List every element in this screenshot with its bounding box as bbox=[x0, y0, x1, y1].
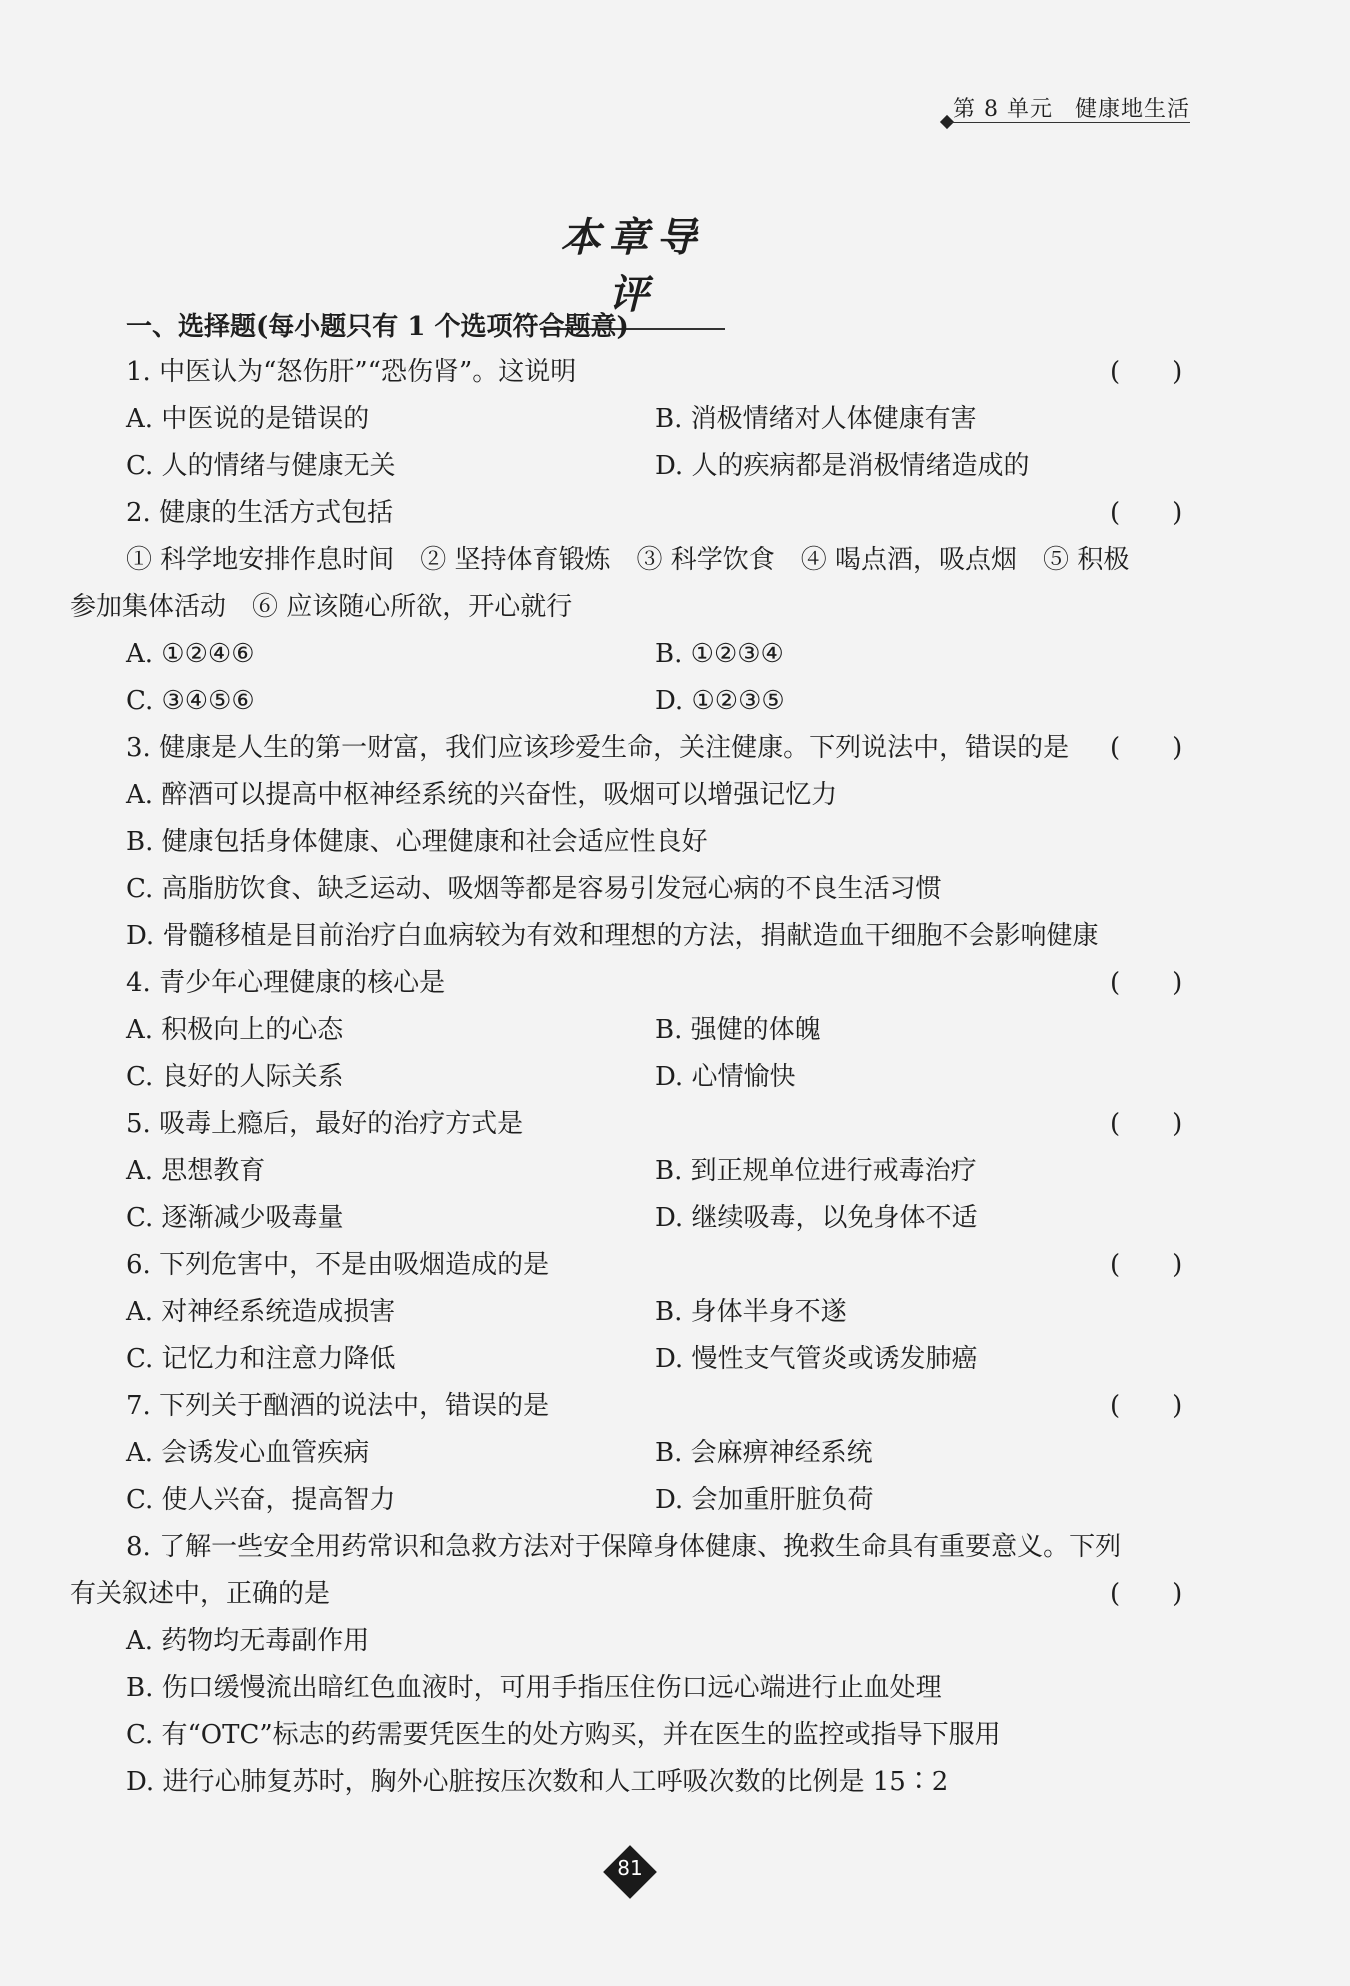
q8-stem-line2: 有关叙述中，正确的是 bbox=[70, 1579, 331, 1609]
q8-option-d[interactable]: D. 进行心肺复苏时，胸外心脏按压次数和人工呼吸次数的比例是 15∶2 bbox=[126, 1767, 949, 1797]
q4-option-b[interactable]: B. 强健的体魄 bbox=[655, 1015, 821, 1045]
q3-option-c[interactable]: C. 高脂肪饮食、缺乏运动、吸烟等都是容易引发冠心病的不良生活习惯 bbox=[126, 874, 942, 904]
q6-option-b[interactable]: B. 身体半身不遂 bbox=[655, 1297, 847, 1327]
q3-answer-blank[interactable]: ( ) bbox=[1110, 733, 1183, 763]
q1-option-c[interactable]: C. 人的情绪与健康无关 bbox=[126, 451, 396, 481]
q5-option-c[interactable]: C. 逐渐减少吸毒量 bbox=[126, 1203, 344, 1233]
q6-option-d[interactable]: D. 慢性支气管炎或诱发肺癌 bbox=[655, 1344, 978, 1374]
q5-answer-blank[interactable]: ( ) bbox=[1110, 1109, 1183, 1139]
q2-option-c[interactable]: C. ③④⑤⑥ bbox=[126, 686, 255, 716]
q6-option-c[interactable]: C. 记忆力和注意力降低 bbox=[126, 1344, 396, 1374]
q6-answer-blank[interactable]: ( ) bbox=[1110, 1250, 1183, 1280]
q1-stem: 1. 中医认为“怒伤肝”“恐伤肾”。这说明 bbox=[126, 357, 577, 387]
q5-stem: 5. 吸毒上瘾后，最好的治疗方式是 bbox=[126, 1109, 524, 1139]
q4-option-d[interactable]: D. 心情愉快 bbox=[655, 1062, 796, 1092]
q4-option-a[interactable]: A. 积极向上的心态 bbox=[126, 1015, 344, 1045]
q4-option-c[interactable]: C. 良好的人际关系 bbox=[126, 1062, 344, 1092]
page-number-badge bbox=[603, 1845, 657, 1899]
q5-option-a[interactable]: A. 思想教育 bbox=[126, 1156, 266, 1186]
q6-stem: 6. 下列危害中，不是由吸烟造成的是 bbox=[126, 1250, 550, 1280]
q7-stem: 7. 下列关于酗酒的说法中，错误的是 bbox=[126, 1391, 550, 1421]
q2-items-line1: ① 科学地安排作息时间 ② 坚持体育锻炼 ③ 科学饮食 ④ 喝点酒，吸点烟 ⑤ 积极 bbox=[126, 545, 1130, 575]
q7-option-d[interactable]: D. 会加重肝脏负荷 bbox=[655, 1485, 874, 1515]
q4-stem: 4. 青少年心理健康的核心是 bbox=[126, 968, 446, 998]
header-unit: 第 8 单元 bbox=[953, 97, 1053, 122]
q8-answer-blank[interactable]: ( ) bbox=[1110, 1579, 1183, 1609]
q1-option-d[interactable]: D. 人的疾病都是消极情绪造成的 bbox=[655, 451, 1030, 481]
q2-option-b[interactable]: B. ①②③④ bbox=[655, 639, 784, 669]
q2-stem: 2. 健康的生活方式包括 bbox=[126, 498, 394, 528]
header-subject: 健康地生活 bbox=[1074, 97, 1190, 122]
q8-option-b[interactable]: B. 伤口缓慢流出暗红色血液时，可用手指压住伤口远心端进行止血处理 bbox=[126, 1673, 942, 1703]
q3-option-a[interactable]: A. 醉酒可以提高中枢神经系统的兴奋性，吸烟可以增强记忆力 bbox=[126, 780, 838, 810]
q4-answer-blank[interactable]: ( ) bbox=[1110, 968, 1183, 998]
q8-option-c[interactable]: C. 有“OTC”标志的药需要凭医生的处方购买，并在医生的监控或指导下服用 bbox=[126, 1720, 1001, 1750]
q1-answer-blank[interactable]: ( ) bbox=[1110, 357, 1183, 387]
page-title: 本章导评 bbox=[560, 214, 705, 318]
q2-answer-blank[interactable]: ( ) bbox=[1110, 498, 1183, 528]
q5-option-b[interactable]: B. 到正规单位进行戒毒治疗 bbox=[655, 1156, 977, 1186]
q8-option-a[interactable]: A. 药物均无毒副作用 bbox=[126, 1626, 370, 1656]
q2-option-d[interactable]: D. ①②③⑤ bbox=[655, 686, 785, 716]
page-number: 81 bbox=[617, 1856, 643, 1880]
q2-items-line2: 参加集体活动 ⑥ 应该随心所欲，开心就行 bbox=[70, 592, 573, 622]
q7-answer-blank[interactable]: ( ) bbox=[1110, 1391, 1183, 1421]
q2-option-a[interactable]: A. ①②④⑥ bbox=[126, 639, 255, 669]
q7-option-b[interactable]: B. 会麻痹神经系统 bbox=[655, 1438, 873, 1468]
q8-stem-line1: 8. 了解一些安全用药常识和急救方法对于保障身体健康、挽救生命具有重要意义。下列 bbox=[126, 1532, 1122, 1562]
q3-stem: 3. 健康是人生的第一财富，我们应该珍爱生命，关注健康。下列说法中，错误的是 bbox=[126, 733, 1070, 763]
q6-option-a[interactable]: A. 对神经系统造成损害 bbox=[126, 1297, 396, 1327]
q7-option-a[interactable]: A. 会诱发心血管疾病 bbox=[126, 1438, 370, 1468]
q1-option-a[interactable]: A. 中医说的是错误的 bbox=[126, 404, 370, 434]
q5-option-d[interactable]: D. 继续吸毒，以免身体不适 bbox=[655, 1203, 978, 1233]
running-header bbox=[940, 90, 1200, 130]
q3-option-b[interactable]: B. 健康包括身体健康、心理健康和社会适应性良好 bbox=[126, 827, 708, 857]
section-heading: 一、选择题(每小题只有 1 个选项符合题意) bbox=[126, 312, 629, 342]
q3-option-d[interactable]: D. 骨髓移植是目前治疗白血病较为有效和理想的方法，捐献造血干细胞不会影响健康 bbox=[126, 921, 1099, 951]
q1-option-b[interactable]: B. 消极情绪对人体健康有害 bbox=[655, 404, 977, 434]
q7-option-c[interactable]: C. 使人兴奋，提高智力 bbox=[126, 1485, 396, 1515]
